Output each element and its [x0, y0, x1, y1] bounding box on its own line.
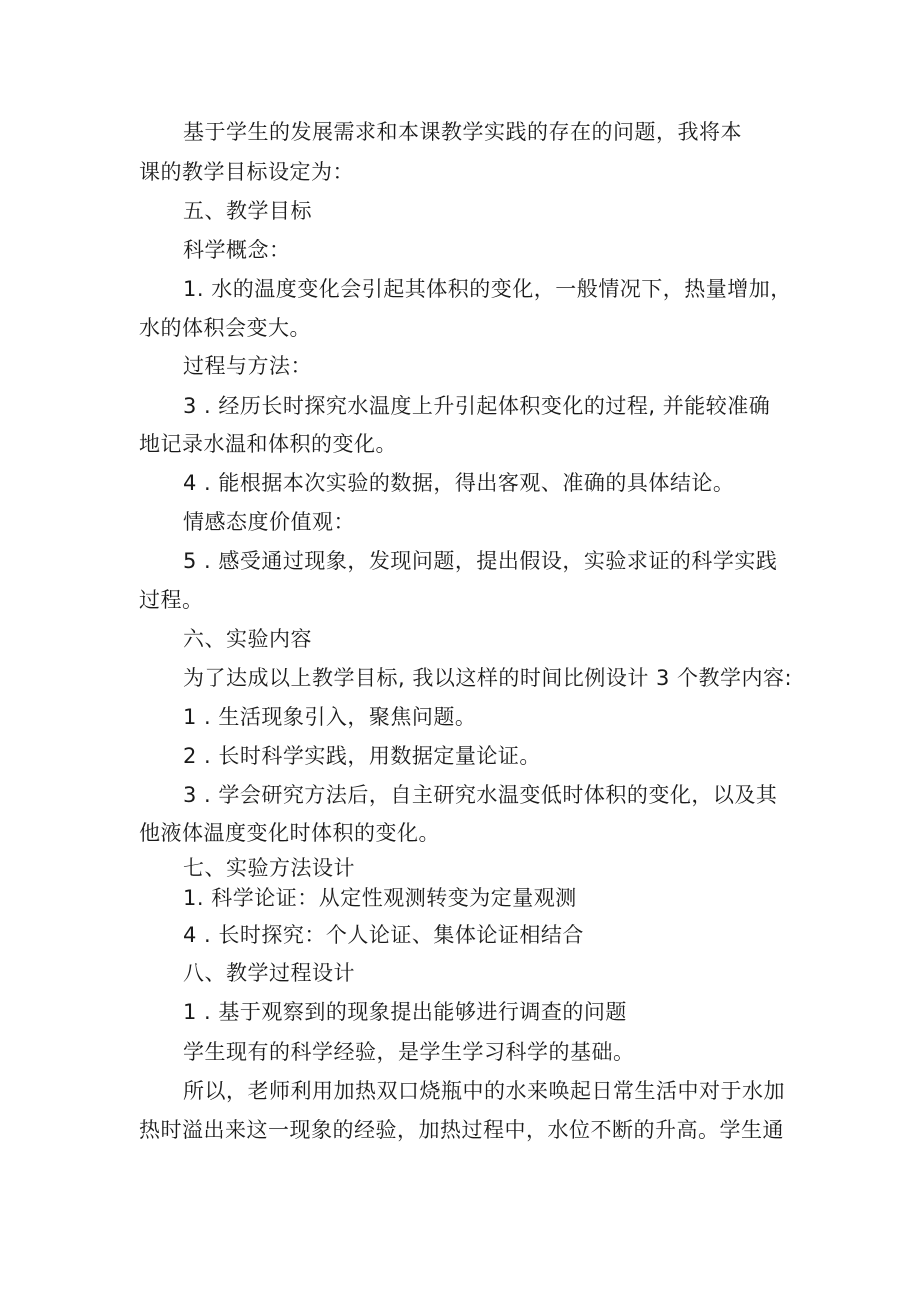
process-item-1: 1 . 基于观察到的现象提出能够进行调查的问题: [183, 1000, 627, 1024]
subheading-science-concepts: 科学概念：: [183, 238, 291, 262]
content-item-3-line-2: 他液体温度变化时体积的变化。: [139, 821, 440, 845]
method-item-4: 4 . 长时探究：个人论证、集体论证相结合: [183, 923, 584, 947]
goal-item-1-line-2: 水的体积会变大。: [139, 316, 311, 340]
section-heading-process-design: 八、教学过程设计: [183, 961, 355, 985]
goal-item-3-line-1: 3 . 经历长时探究水温度上升引起体积变化的过程, 并能较准确: [183, 394, 771, 418]
goal-item-4: 4 . 能根据本次实验的数据，得出客观、准确的具体结论。: [183, 471, 735, 495]
process-paragraph-1: 学生现有的科学经验，是学生学习科学的基础。: [183, 1040, 635, 1064]
content-intro: 为了达成以上教学目标, 我以这样的时间比例设计 3 个教学内容:: [183, 666, 793, 690]
content-item-3-line-1: 3 . 学会研究方法后，自主研究水温变低时体积的变化，以及其: [183, 783, 778, 807]
process-paragraph-2-line-2: 热时溢出来这一现象的经验，加热过程中，水位不断的升高。学生通: [139, 1118, 784, 1142]
goal-item-3-line-2: 地记录水温和体积的变化。: [139, 432, 397, 456]
goal-item-5-line-1: 5 . 感受通过现象，发现问题，提出假设，实验求证的科学实践: [183, 549, 778, 573]
method-item-1: 1. 科学论证：从定性观测转变为定量观测: [183, 886, 577, 910]
goal-item-5-line-2: 过程。: [139, 588, 204, 612]
section-heading-experiment-content: 六、实验内容: [183, 627, 312, 651]
paragraph-intro-line-2: 课的教学目标设定为：: [139, 160, 354, 184]
subheading-attitude-values: 情感态度价值观：: [183, 510, 355, 534]
content-item-1: 1 . 生活现象引入，聚焦问题。: [183, 705, 477, 729]
section-heading-method-design: 七、实验方法设计: [183, 856, 355, 880]
goal-item-1-line-1: 1. 水的温度变化会引起其体积的变化，一般情况下，热量增加，: [183, 277, 792, 301]
paragraph-intro-line-1: 基于学生的发展需求和本课教学实践的存在的问题，我将本: [183, 120, 742, 144]
content-item-2: 2 . 长时科学实践，用数据定量论证。: [183, 744, 541, 768]
section-heading-teaching-goals: 五、教学目标: [183, 199, 312, 223]
process-paragraph-2-line-1: 所以，老师利用加热双口烧瓶中的水来唤起日常生活中对于水加: [183, 1079, 785, 1103]
subheading-process-methods: 过程与方法：: [183, 354, 312, 378]
